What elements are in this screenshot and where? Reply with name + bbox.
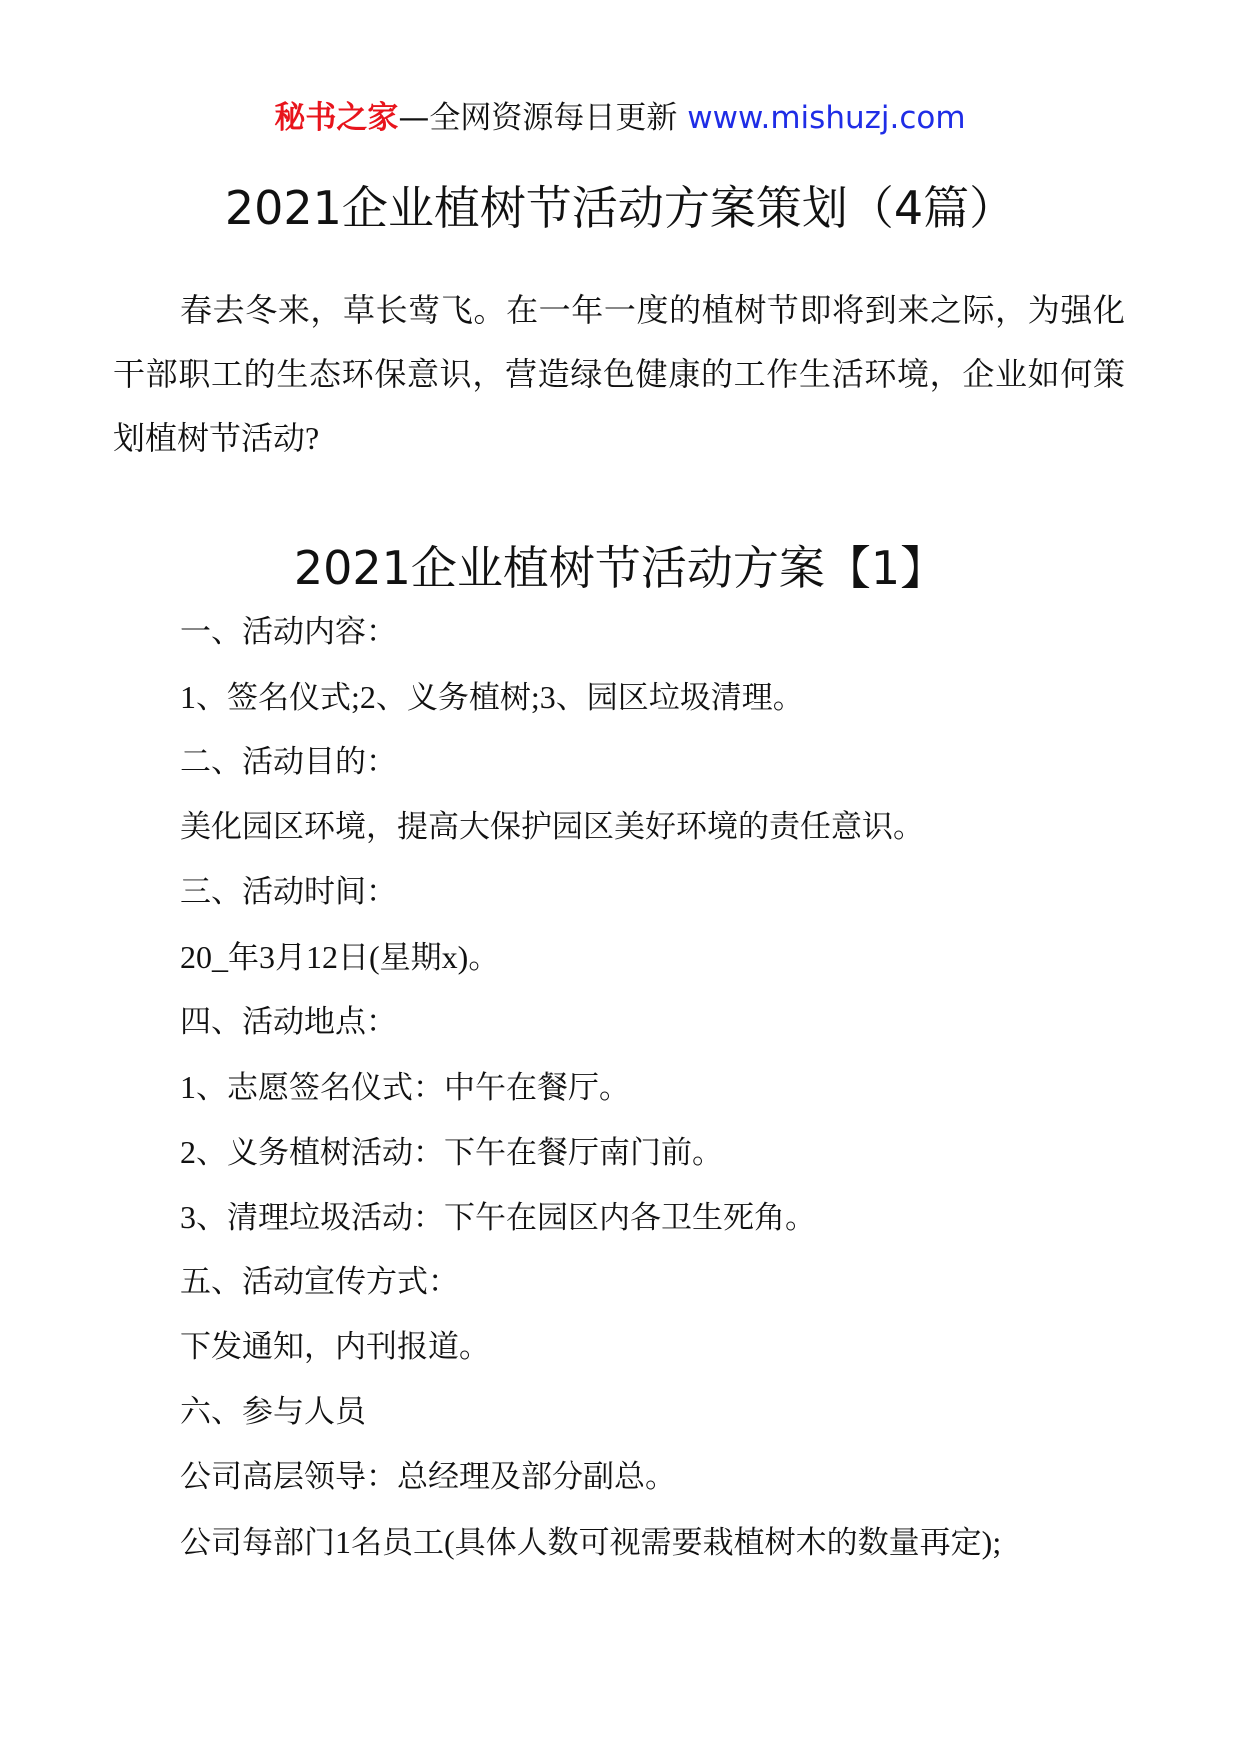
content-line-location-1: 1、志愿签名仪式：中午在餐厅。 bbox=[180, 1069, 630, 1106]
content-line-time: 20_年3月12日(星期x)。 bbox=[180, 939, 500, 976]
plan-body bbox=[180, 600, 1140, 1575]
site-header bbox=[0, 98, 1240, 138]
intro-question-mark: ? bbox=[305, 420, 320, 456]
content-line-location-2: 2、义务植树活动：下午在餐厅南门前。 bbox=[180, 1134, 723, 1171]
heading-activity-location: 四、活动地点： bbox=[180, 1004, 397, 1040]
heading-activity-purpose: 二、活动目的： bbox=[180, 744, 397, 780]
content-line-publicity: 下发通知，内刊报道。 bbox=[180, 1329, 490, 1365]
content-line-activities: 1、签名仪式;2、义务植树;3、园区垃圾清理。 bbox=[180, 679, 804, 716]
content-line-leaders: 公司高层领导：总经理及部分副总。 bbox=[180, 1459, 676, 1495]
intro-text: 春去冬来，草长莺飞。在一年一度的植树节即将到来之际，为强化干部职工的生态环保意识，营造绿色健康的工作生活环境，企业如何策划植树节活动 bbox=[113, 291, 1125, 457]
header-slogan: —全网资源每日更新 bbox=[398, 100, 678, 136]
content-line-location-3: 3、清理垃圾活动：下午在园区内各卫生死角。 bbox=[180, 1199, 816, 1236]
document-title: 2021企业植树节活动方案策划（4篇） bbox=[224, 181, 1016, 235]
heading-activity-time: 三、活动时间： bbox=[180, 874, 397, 910]
brand-name: 秘书之家 bbox=[274, 100, 399, 136]
heading-participants: 六、参与人员 bbox=[180, 1394, 366, 1430]
section-title: 2021企业植树节活动方案【1】 bbox=[293, 541, 947, 595]
content-line-purpose: 美化园区环境，提高大保护园区美好环境的责任意识。 bbox=[180, 809, 924, 845]
heading-publicity-method: 五、活动宣传方式： bbox=[180, 1264, 459, 1300]
intro-paragraph bbox=[113, 278, 1125, 470]
heading-activity-content: 一、活动内容： bbox=[180, 614, 397, 650]
site-url-link[interactable]: www.mishuzj.com bbox=[687, 100, 966, 136]
content-line-staff: 公司每部门1名员工(具体人数可视需要栽植树木的数量再定); bbox=[180, 1524, 1002, 1561]
